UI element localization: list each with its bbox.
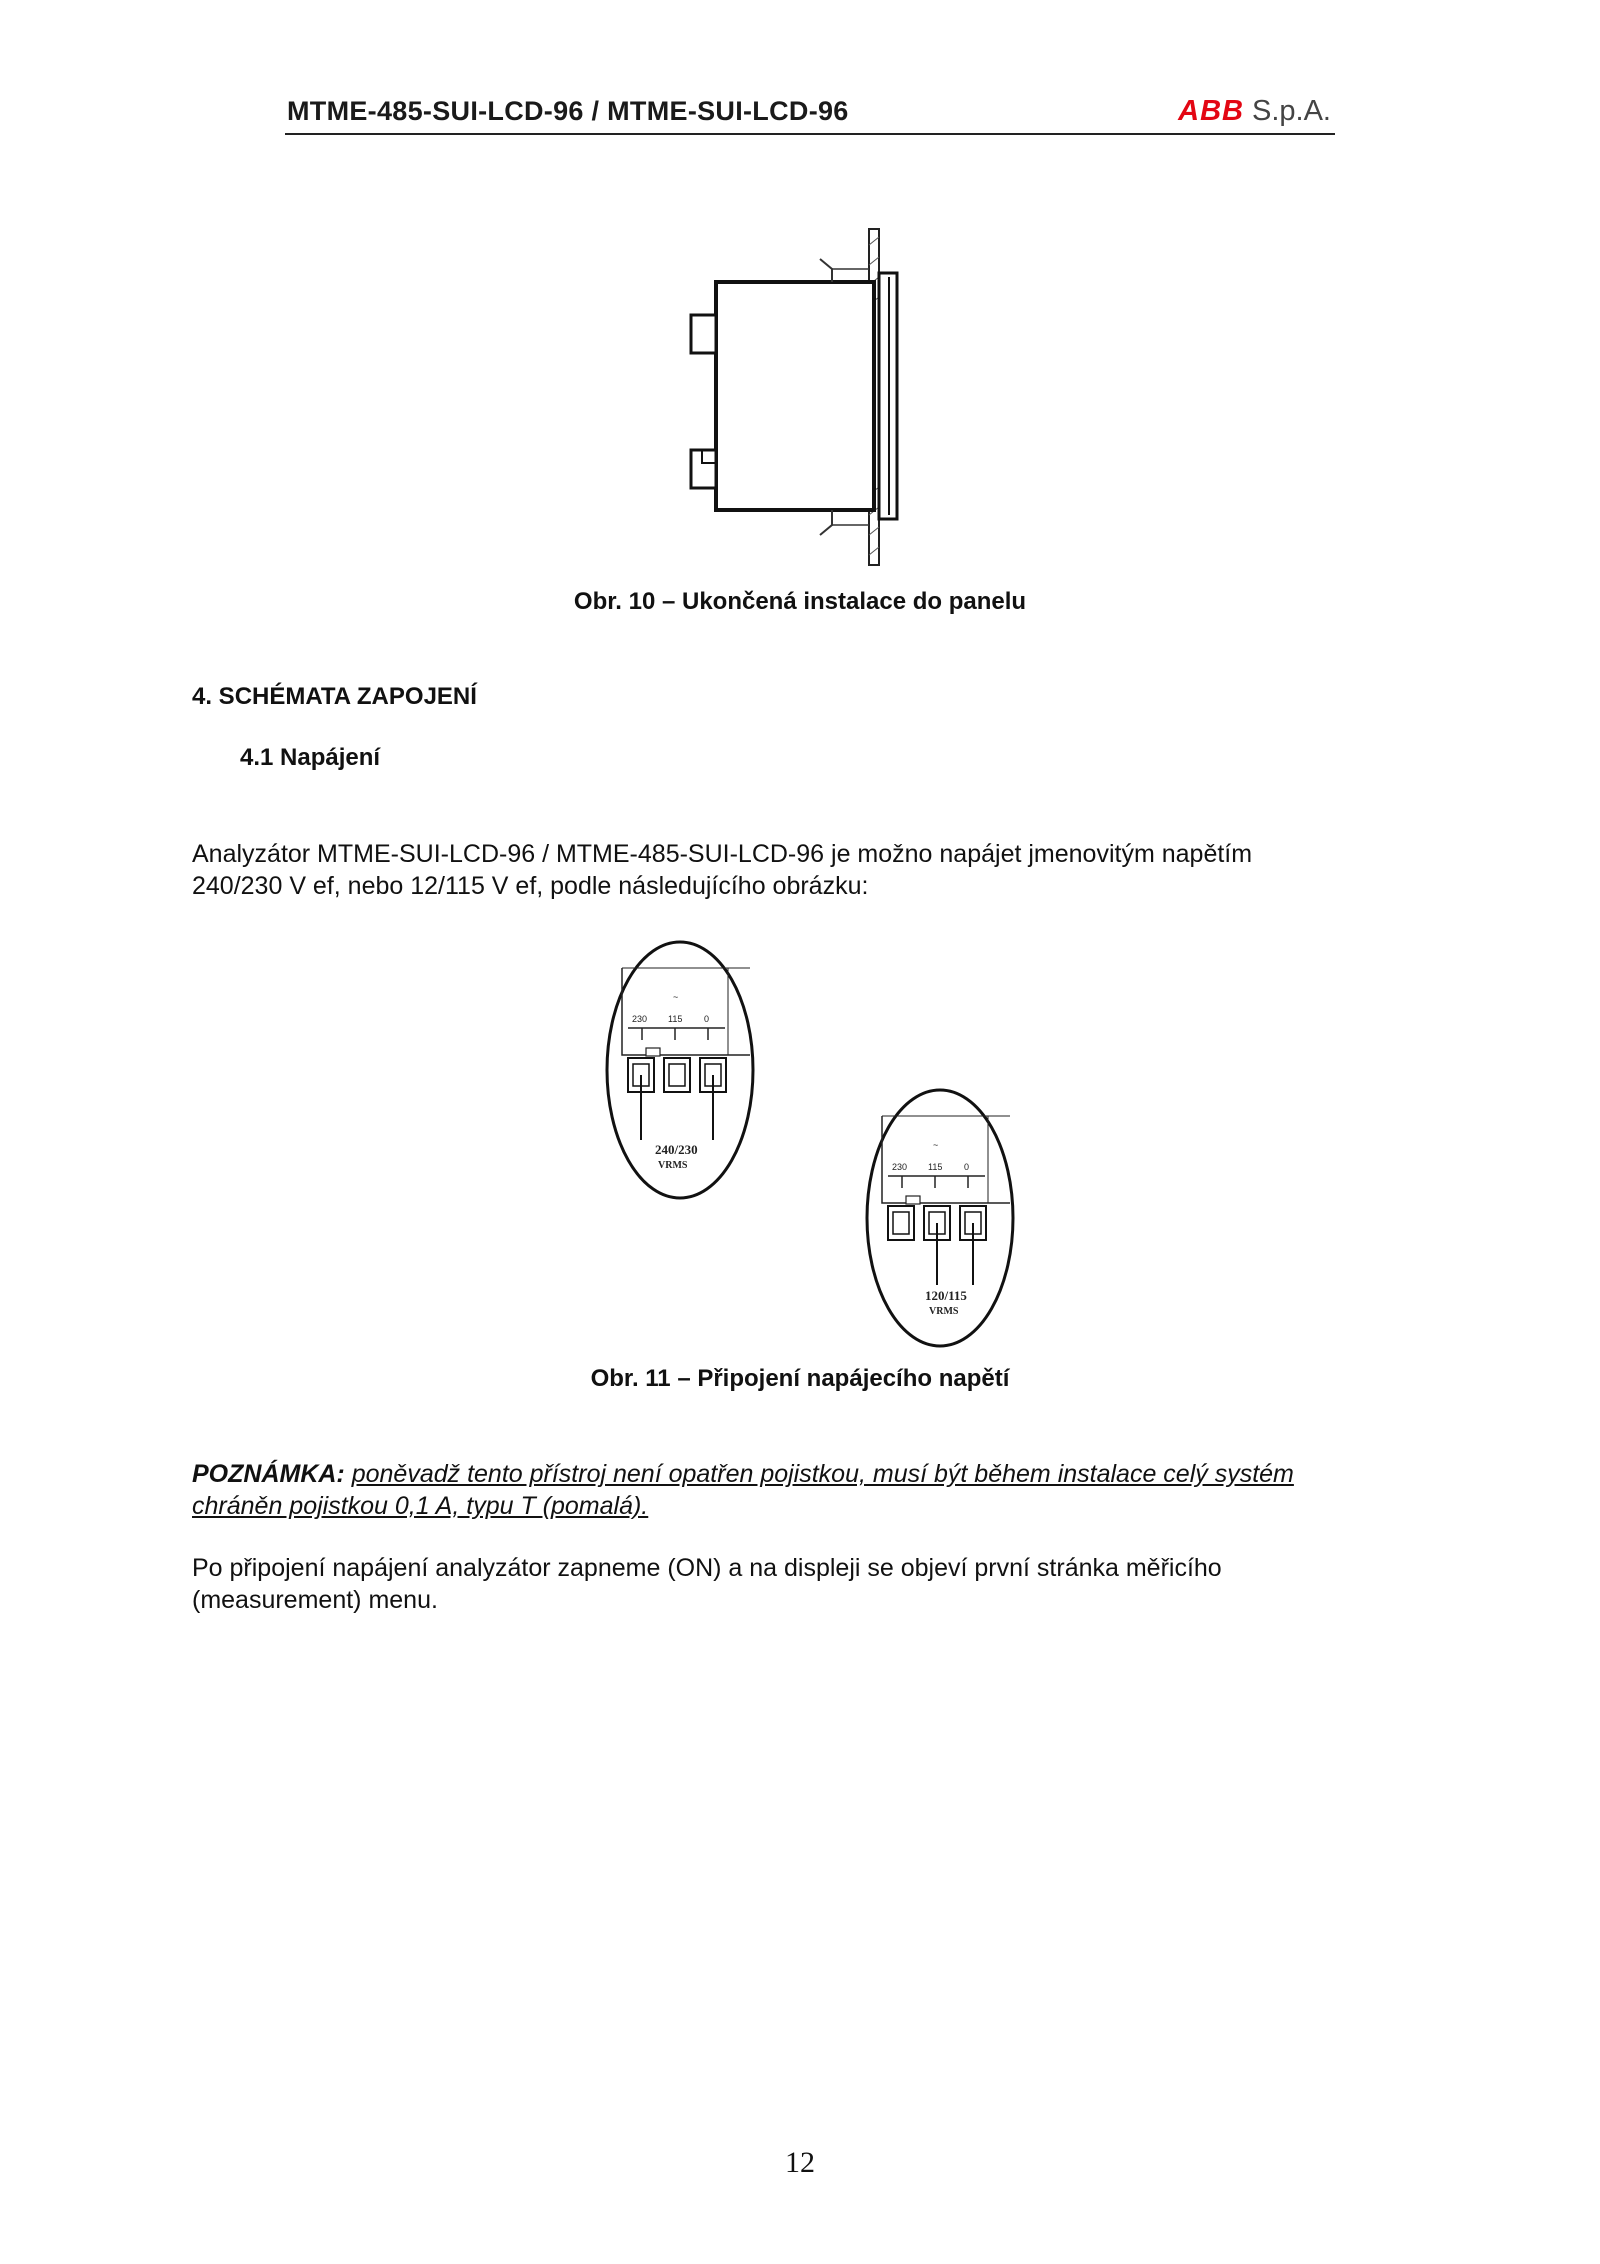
intro-line-1: Analyzátor MTME-SUI-LCD-96 / MTME-485-SUI-LCD-96 je možno napájet jmenovitým napětím [192,840,1253,868]
power-on-line-1: Po připojení napájení analyzátor zapneme (ON) a na displeji se objeví první stránka měřicího [192,1554,1222,1582]
power-on-line-2: (measurement) menu. [192,1586,438,1614]
document-title: MTME-485-SUI-LCD-96 / MTME-SUI-LCD-96 [287,96,849,126]
right-terminal-230: 230 [892,1162,908,1172]
left-terminal-0: 0 [704,1014,710,1024]
figure-11-caption: Obr. 11 – Připojení napájecího napětí [590,1365,1010,1392]
left-terminal-block-2 [664,1058,690,1092]
instrument-body [716,282,874,510]
page-number: 12 [785,2146,815,2179]
note-label: POZNÁMKA: [192,1460,345,1488]
intro-paragraph [192,838,1412,902]
right-terminal-115: 115 [928,1162,943,1172]
connector-bottom [691,450,716,488]
clip-bottom [820,510,832,535]
left-voltage-label: 240/230 [655,1142,698,1157]
note-line-2 [192,1490,1412,1522]
section-4-heading: 4. SCHÉMATA ZAPOJENÍ [192,683,477,710]
right-voltage-label: 120/115 [925,1288,967,1303]
note-text-1: poněvadž tento přístroj není opatřen pojistkou, musí být během instalace celý systém [351,1460,1294,1488]
note-text-2: chráněn pojistkou 0,1 A, typu T (pomalá). [192,1492,649,1520]
right-terminal-0: 0 [964,1162,970,1172]
left-terminal-115: 115 [668,1014,683,1024]
abb-logo: ABB [1178,95,1244,127]
figure-11-power-connection [600,940,1020,1350]
power-on-paragraph [192,1552,1412,1616]
section-4-1-heading: 4.1 Napájení [240,744,381,771]
figure-10-caption: Obr. 10 – Ukončená instalace do panelu [573,588,1027,615]
left-terminal-230: 230 [632,1014,648,1024]
page-header [285,93,1335,135]
note-paragraph [192,1458,1412,1522]
terminal-detail-right [867,1090,1013,1346]
note-line-1 [192,1458,1412,1490]
clip-top [820,259,832,282]
terminal-detail-left [607,942,753,1198]
right-tilde: ~ [933,1140,939,1150]
right-unit-label: VRMS [929,1306,959,1317]
left-tilde: ~ [673,992,679,1002]
intro-line-2: 240/230 V ef, nebo 12/115 V ef, podle následujícího obrázku: [192,872,869,900]
right-terminal-block-1 [888,1206,914,1240]
figure-10-panel-installation [680,225,920,570]
connector-top [691,315,716,353]
left-unit-label: VRMS [658,1160,688,1171]
brand [1178,95,1331,128]
brand-suffix: S.p.A. [1252,95,1331,127]
